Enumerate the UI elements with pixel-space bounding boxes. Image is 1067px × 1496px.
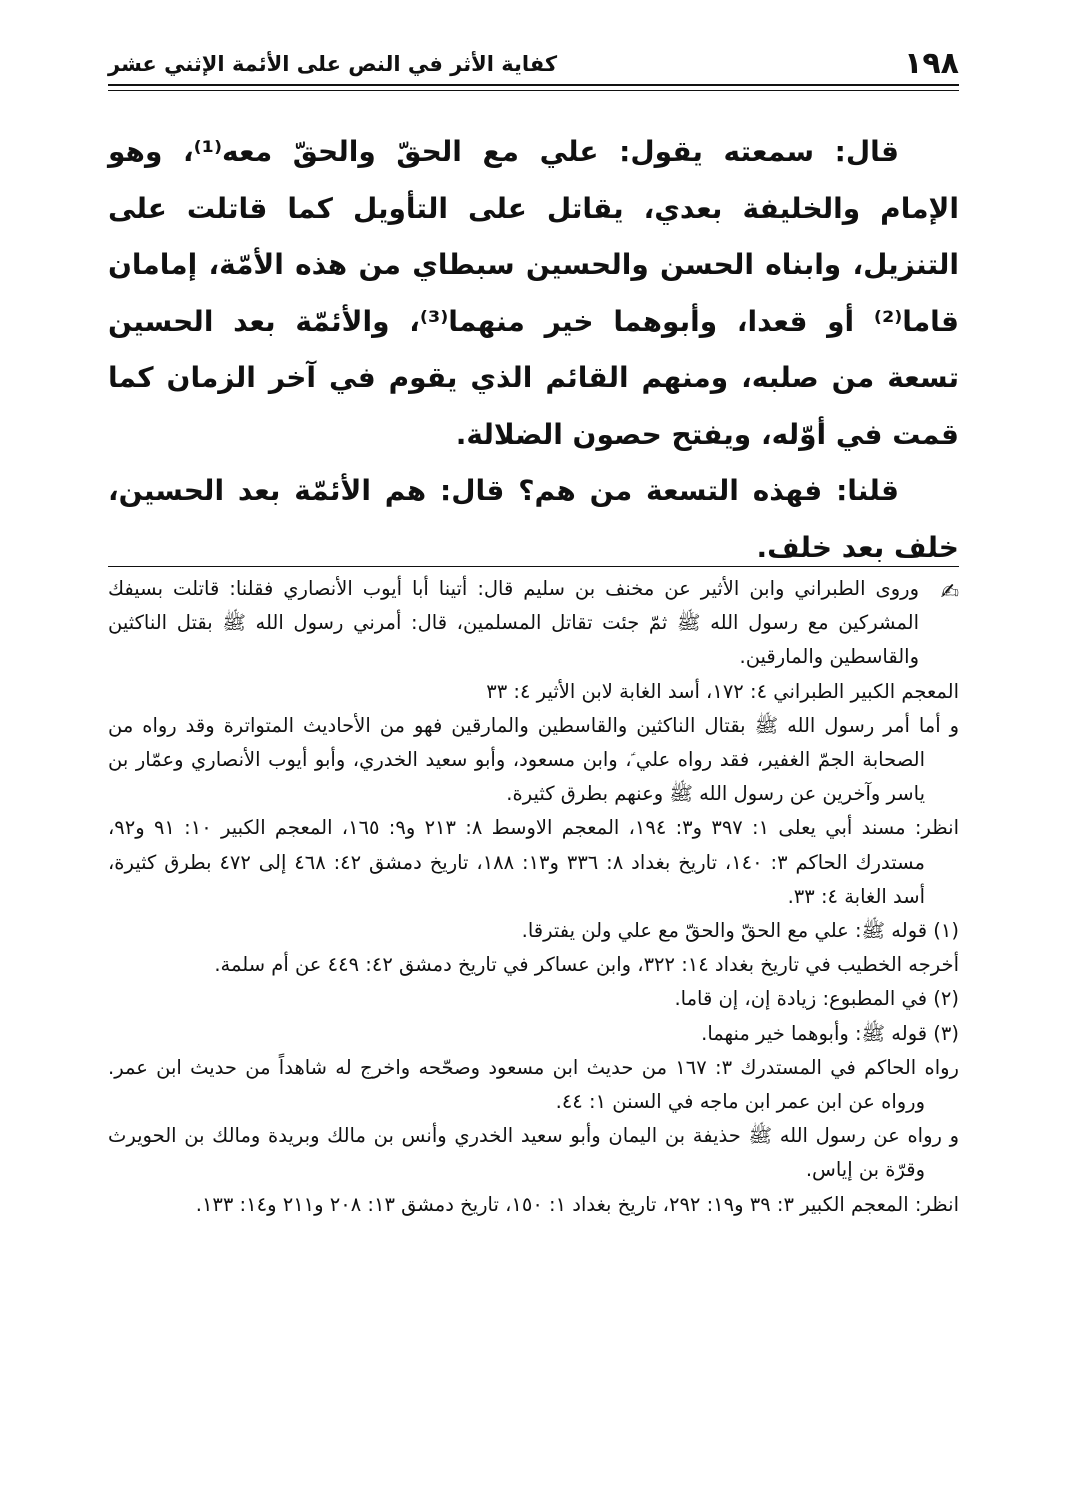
footnote-text: وروى الطبراني وابن الأثير عن مخنف بن سليم قال: أتينا أبا أيوب الأنصاري فقلنا: قاتلت بسيفك المشركين مع رسول الله ﷺ ثمّ جئت تقاتل المسلمين، قال: أمرني رسول الله ﷺ بقتل الناكثين والقاسطين والمارقين. — [108, 577, 919, 669]
pen-marker-icon: ✍ — [940, 580, 959, 605]
footnote-source: المعجم الكبير الطبراني ٤: ١٧٢، أسد الغابة لابن الأثير ٤: ٣٣ — [486, 679, 959, 703]
header-rule-thick — [108, 84, 959, 86]
page-number: ١٩٨ — [904, 46, 959, 81]
footnote-2: (٢) في المطبوع: زيادة إن، إن قاما. — [674, 987, 959, 1011]
footnote-source: انظر: المعجم الكبير ٣: ٣٩ و١٩: ٢٩٢، تاريخ بغداد ١: ١٥٠، تاريخ دمشق ١٣: ٢٠٨ و٢١١ و١٤: ١٣٣. — [195, 1192, 959, 1216]
footnotes — [108, 572, 959, 1222]
book-title: كفاية الأثر في النص على الأئمة الإثني عشر — [108, 52, 558, 76]
footnote-intro — [108, 572, 959, 675]
footnote-text: رواه الحاكم في المستدرك ٣: ١٦٧ من حديث ابن مسعود وصحّحه واخرج له شاهداً من حديث ابن عمر. ورواه عن ابن عمر ابن ماجه في السنن ١: ٤٤. — [108, 1055, 959, 1114]
footnote-text: و رواه عن رسول الله ﷺ حذيفة بن اليمان وأبو سعيد الخدري وأنس بن مالك وبريدة ومالك بن الحويرث وقرّة بن إياس. — [108, 1124, 959, 1182]
footnote-source: أخرجه الخطيب في تاريخ بغداد ١٤: ٣٢٢، وابن عساكر في تاريخ دمشق ٤٢: ٤٤٩ عن أم سلمة. — [214, 953, 959, 977]
main-paragraph: قلنا: فهذه التسعة من هم؟ قال: هم الأئمّة بعد الحسين، خلف بعد خلف. — [108, 474, 959, 564]
page-header — [108, 38, 959, 80]
footnote-source: انظر: مسند أبي يعلى ١: ٣٩٧ و٣: ١٩٤، المعجم الاوسط ٨: ٢١٣ و٩: ١٦٥، المعجم الكبير ١٠: ٩١ و٩٢، مستدرك الحاكم ٣: ١٤٠، تاريخ بغداد ٨: ٣٣٦ و١٣: ١٨٨، تاريخ دمشق ٤٢: ٤٦٨ إلى ٤٧٢ بطرق كثيرة، أسد الغابة ٤: ٣٣. — [108, 816, 959, 908]
footnote-text: و أما أمر رسول الله ﷺ بقتال الناكثين والقاسطين والمارقين فهو من الأحاديث المتواترة وقد رواه من الصحابة الجمّ الغفير، فقد رواه علي ؑ، وابن مسعود، وأبو سعيد الخدري، وأبو أيوب الأنصاري وعمّار بن ياسر وآخرين عن رسول الله ﷺ وعنهم بطرق كثيرة. — [108, 713, 959, 806]
footnote-separator — [108, 566, 959, 567]
main-text — [108, 124, 959, 576]
main-paragraph: قال: سمعته يقول: علي مع الحقّ والحقّ معه⁽¹⁾، وهو الإمام والخليفة بعدي، يقاتل على التأويل كما قاتلت على التنزيل، وابناه الحسن والحسين سبطاي من هذه الأمّة، إمامان قاما⁽²⁾ أو قعدا، وأبوهما خير منهما⁽³⁾، والأئمّة بعد الحسين تسعة من صلبه، ومنهم القائم الذي يقوم في آخر الزمان كما قمت في أوّله، ويفتح حصون الضلالة. — [108, 135, 959, 451]
header-rule-thin — [108, 90, 959, 91]
footnote-1: (١) قوله ﷺ: علي مع الحقّ والحقّ مع علي ولن يفترقا. — [521, 919, 959, 943]
footnote-3: (٣) قوله ﷺ: وأبوهما خير منهما. — [701, 1021, 959, 1045]
